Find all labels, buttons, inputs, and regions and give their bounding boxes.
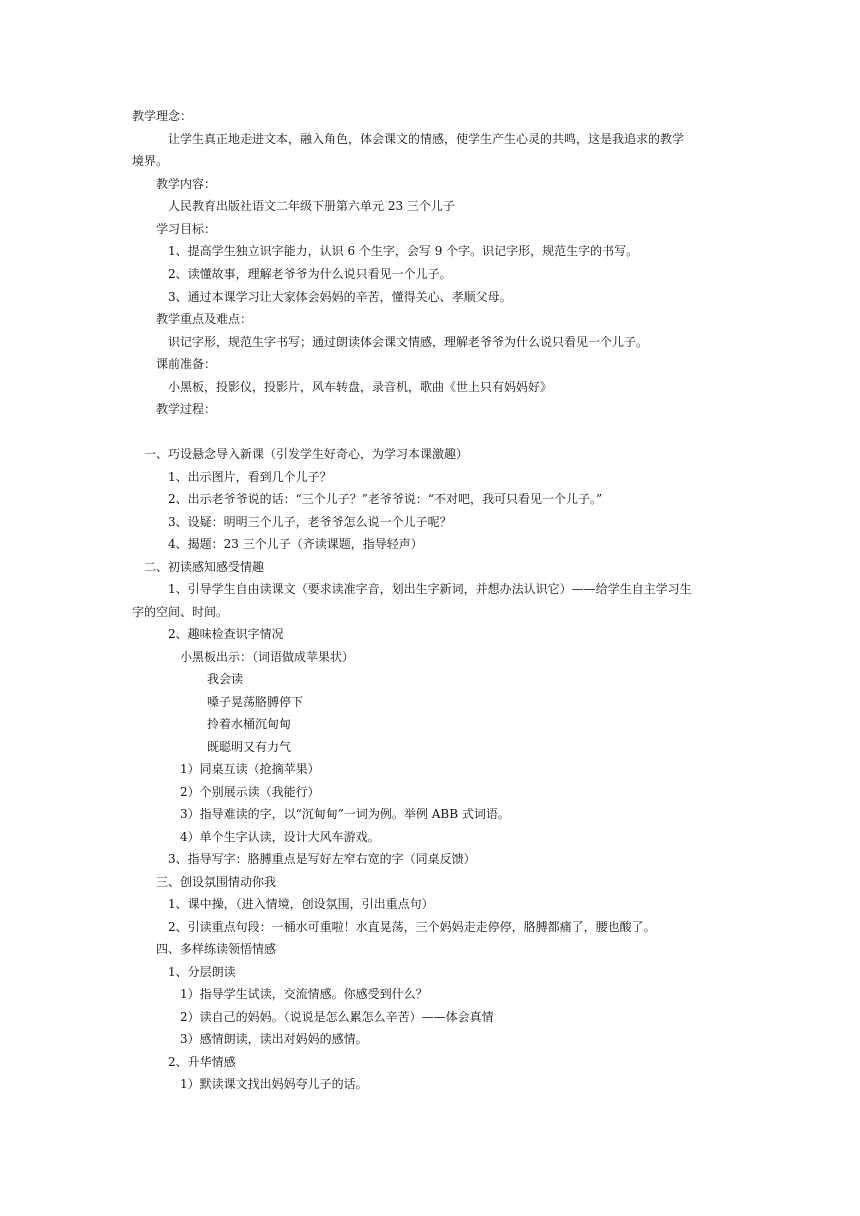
- section-4-sub-item-3: 3）感情朗读，读出对妈妈的感情。: [180, 1032, 368, 1046]
- heading-teaching-philosophy: 教学理念：: [132, 109, 193, 123]
- section-2-title: 二、初读感知感受情趣: [144, 560, 265, 574]
- sub-item-4: 4）单个生字认读，设计大风车游戏。: [180, 830, 380, 844]
- section-4-item-1: 1、分层朗读: [168, 965, 236, 979]
- section-1-title: 一、巧设悬念导入新课（引发学生好奇心，为学习本课激趣）: [144, 447, 469, 461]
- section-1-item-1: 1、出示图片，看到几个儿子？: [168, 470, 332, 484]
- section-2-item-2: 2、趣味检查识字情况: [168, 627, 284, 641]
- goal-item-3: 3、通过本课学习让大家体会妈妈的辛苦，懂得关心、孝顺父母。: [168, 290, 512, 304]
- heading-preparation: 课前准备：: [156, 357, 217, 371]
- section-4-sub-item-2: 2）读自己的妈妈。（说说是怎么累怎么辛苦）——体会真情: [180, 1010, 494, 1024]
- philosophy-text-line-1: 让学生真正地走进文本，融入角色，体会课文的情感，使学生产生心灵的共鸣，这是我追求的教学: [168, 132, 685, 146]
- section-4-title: 四、多样练读领悟情感: [156, 942, 277, 956]
- section-1-item-2: 2、出示老爷爷说的话：“三个儿子？”老爷爷说：“不对吧，我可只看见一个儿子。”: [168, 492, 603, 506]
- sub-item-1: 1）同桌互读（抢摘苹果）: [180, 762, 320, 776]
- heading-teaching-process: 教学过程：: [156, 402, 217, 416]
- goal-item-1: 1、提高学生独立识字能力，认识 6 个生字，会写 9 个字。识记字形，规范生字的书写。: [168, 244, 639, 258]
- word-list-item: 既聪明又有力气: [207, 740, 292, 754]
- word-list-item: 我会读: [207, 672, 244, 686]
- section-3-title: 三、创设氛围情动你我: [156, 875, 277, 889]
- preparation-text: 小黑板，投影仪，投影片，风车转盘，录音机，歌曲《世上只有妈妈好》: [168, 380, 553, 394]
- goal-item-2: 2、读懂故事，理解老爷爷为什么说只看见一个儿子。: [168, 267, 452, 281]
- sub-item-2: 2）个别展示读（我能行）: [180, 785, 320, 799]
- section-4-item-2: 2、升华情感: [168, 1055, 236, 1069]
- section-2-item-3: 3、指导写字：胳膊重点是写好左窄右宽的字（同桌反馈）: [168, 852, 476, 866]
- heading-teaching-content: 教学内容：: [156, 177, 217, 191]
- section-2-item-1-line-2: 字的空间、时间。: [132, 605, 229, 619]
- section-4-sub-item-4: 1）默读课文找出妈妈夸儿子的话。: [180, 1077, 368, 1091]
- section-3-item-1: 1、课中操，（进入情境，创设氛围，引出重点句）: [168, 897, 434, 911]
- word-list-item: 拎着水桶沉甸甸: [207, 717, 292, 731]
- section-3-item-2: 2、引读重点句段：一桶水可重啦！水直晃荡，三个妈妈走走停停，胳膊都痛了，腰也酸了。: [168, 920, 656, 934]
- teaching-content-text: 人民教育出版社语文二年级下册第六单元 23 三个儿子: [168, 199, 455, 213]
- section-1-item-4: 4、揭题：23 三个儿子（齐读课题，指导轻声）: [168, 537, 423, 551]
- philosophy-text-line-2: 境界。: [132, 154, 169, 168]
- key-points-text: 识记字形，规范生字书写；通过朗读体会课文情感，理解老爷爷为什么说只看见一个儿子。: [168, 335, 649, 349]
- heading-learning-goals: 学习目标：: [156, 222, 217, 236]
- section-1-item-3: 3、设疑：明明三个儿子，老爷爷怎么说一个儿子呢？: [168, 515, 452, 529]
- section-4-sub-item-1: 1）指导学生试读，交流情感。你感受到什么？: [180, 987, 428, 1001]
- sub-item-3: 3）指导难读的字，以“沉甸甸”一词为例。举例 ABB 式词语。: [180, 807, 510, 821]
- heading-key-points: 教学重点及难点：: [156, 312, 253, 326]
- blackboard-display: 小黑板出示：（词语做成苹果状）: [180, 650, 355, 664]
- section-2-item-1-line-1: 1、引导学生自由读课文（要求读准字音，划出生字新词，并想办法认识它）——给学生自主学习生: [168, 582, 692, 596]
- word-list-item: 嗓子晃荡胳膊停下: [207, 695, 304, 709]
